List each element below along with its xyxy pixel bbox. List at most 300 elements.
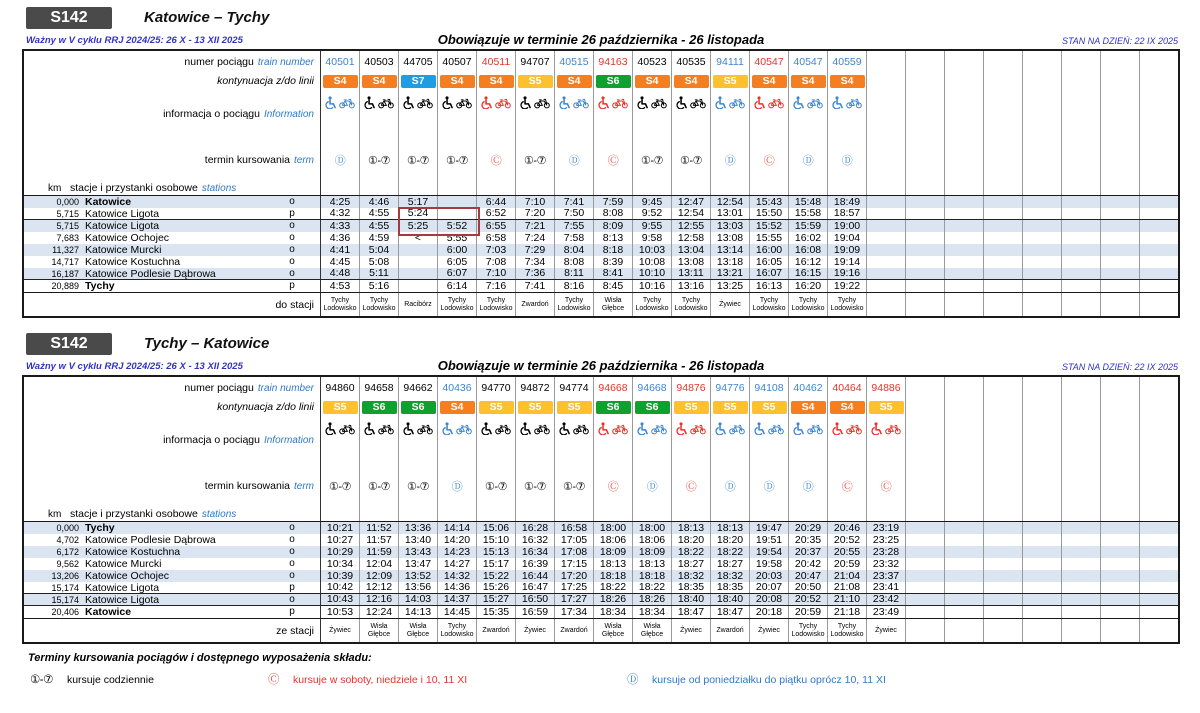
- accessibility-bike-icons: [676, 96, 706, 109]
- term-symbol-glyph: ①-⑦: [485, 480, 507, 493]
- wheelchair-icon: [403, 422, 414, 435]
- empty-cell: [866, 208, 905, 219]
- time-cell: 16:02: [788, 232, 827, 244]
- empty-cell: [944, 196, 983, 208]
- time-cell: [398, 268, 437, 279]
- time-cell: 20:50: [788, 582, 827, 593]
- time-cell: 4:55: [359, 220, 398, 232]
- arrival-departure-flag: p: [289, 280, 295, 291]
- empty-cell: [944, 232, 983, 244]
- empty-cell: [983, 232, 1022, 244]
- term-label: termin kursowania term: [204, 480, 314, 492]
- time-cell: [398, 280, 437, 292]
- station-name: Katowice Ligota: [85, 594, 160, 605]
- arrival-departure-flag: o: [289, 570, 295, 581]
- empty-cell: [320, 507, 359, 521]
- wheelchair-icon: [793, 422, 804, 435]
- empty-cell: [866, 89, 905, 139]
- empty-cell: [1022, 89, 1061, 139]
- table-subline: [22, 358, 1180, 375]
- term-symbol: [515, 139, 554, 181]
- time-cell: 12:55: [671, 220, 710, 232]
- time-cell: 18:18: [593, 570, 632, 582]
- empty-cell: [788, 507, 827, 521]
- arrival-departure-flag: p: [289, 208, 295, 219]
- bicycle-icon: [495, 97, 511, 109]
- station-km: 20,406: [51, 607, 79, 617]
- time-cell: 13:18: [710, 256, 749, 268]
- time-cell: 16:00: [749, 244, 788, 256]
- empty-cell: [983, 256, 1022, 268]
- time-cell: 15:48: [788, 196, 827, 208]
- time-cell: 19:16: [827, 268, 866, 279]
- term-symbol: [827, 139, 866, 181]
- line-badge-s7: S7: [401, 75, 436, 88]
- empty-cell: [983, 139, 1022, 181]
- empty-cell: [1022, 139, 1061, 181]
- time-cell: 4:41: [320, 244, 359, 256]
- train-info-icons: [710, 89, 749, 139]
- time-cell: 16:05: [749, 256, 788, 268]
- empty-cell: [1139, 377, 1178, 399]
- time-cell: 18:26: [632, 594, 671, 605]
- term-symbol-glyph: Ⓓ: [802, 481, 814, 493]
- station-name: Katowice Kostuchna: [85, 546, 181, 558]
- time-cell: 15:22: [476, 570, 515, 582]
- endpoint-station-row: [24, 618, 1178, 642]
- station-name: Katowice Ligota: [85, 220, 160, 232]
- wheelchair-icon: [325, 422, 336, 435]
- endpoint-station: Wisła Głębce: [398, 619, 437, 642]
- accessibility-bike-icons: [559, 96, 589, 109]
- empty-cell: [1139, 256, 1178, 268]
- train-number: 40464: [827, 377, 866, 399]
- empty-cell: [1061, 546, 1100, 558]
- station-name: Katowice Ligota: [85, 208, 160, 219]
- empty-cell: [1061, 534, 1100, 546]
- time-cell: 10:10: [632, 268, 671, 279]
- time-cell: 17:20: [554, 570, 593, 582]
- time-cell: 14:36: [437, 582, 476, 593]
- term-symbol-glyph: ①-⑦: [407, 154, 429, 167]
- time-cell: 16:15: [788, 268, 827, 279]
- train-number: 40507: [437, 51, 476, 73]
- empty-cell: [944, 268, 983, 279]
- accessibility-bike-icons: [637, 96, 667, 109]
- station-name: Katowice Ochojec: [85, 232, 170, 244]
- station-km: 5,715: [56, 221, 79, 231]
- stations-header-label: [24, 507, 320, 521]
- time-cell: 16:12: [788, 256, 827, 268]
- empty-cell: [1061, 507, 1100, 521]
- train-info-icons: [710, 415, 749, 465]
- empty-cell: [866, 280, 905, 292]
- endpoint-station: Tychy Lodowisko: [671, 293, 710, 316]
- time-cell: 19:09: [827, 244, 866, 256]
- empty-cell: [1100, 220, 1139, 232]
- time-cell: 12:09: [359, 570, 398, 582]
- line-badge-cell: [359, 73, 398, 89]
- empty-cell: [944, 208, 983, 219]
- line-badge-s5: S5: [713, 75, 748, 88]
- status-date: STAN NA DZIEŃ: 22 IX 2025: [1061, 362, 1178, 372]
- empty-cell: [1022, 51, 1061, 73]
- time-cell: 14:13: [398, 606, 437, 618]
- empty-cell: [1061, 558, 1100, 570]
- train-number-label: numer pociągu train number: [184, 56, 314, 68]
- station-name: Katowice: [85, 606, 132, 618]
- bicycle-icon: [612, 423, 628, 435]
- accessibility-bike-icons: [637, 422, 667, 435]
- station-km: 15,174: [51, 583, 79, 593]
- empty-cell: [866, 232, 905, 244]
- endpoint-station: Tychy Lodowisko: [827, 293, 866, 316]
- empty-cell: [1100, 415, 1139, 465]
- time-cell: 20:29: [788, 522, 827, 534]
- accessibility-bike-icons: [481, 96, 511, 109]
- empty-cell: [866, 51, 905, 73]
- empty-cell: [905, 244, 944, 256]
- time-cell: 7:59: [593, 196, 632, 208]
- station-name: Katowice Ligota: [85, 582, 160, 593]
- time-cell: 15:55: [749, 232, 788, 244]
- empty-cell: [944, 465, 983, 507]
- time-cell: 20:35: [788, 534, 827, 546]
- empty-cell: [905, 220, 944, 232]
- empty-cell: [1100, 232, 1139, 244]
- time-cell: 16:50: [515, 594, 554, 605]
- timetable-grid: [22, 49, 1180, 318]
- bicycle-icon: [612, 97, 628, 109]
- empty-cell: [788, 181, 827, 195]
- empty-cell: [1061, 465, 1100, 507]
- empty-cell: [632, 181, 671, 195]
- bicycle-icon: [846, 97, 862, 109]
- time-cell: 16:39: [515, 558, 554, 570]
- empty-cell: [1139, 280, 1178, 292]
- station-name: Katowice Ochojec: [85, 570, 170, 582]
- wheelchair-icon: [871, 422, 882, 435]
- train-info-icons: [749, 415, 788, 465]
- time-cell: 18:40: [671, 594, 710, 605]
- time-cell: 10:43: [320, 594, 359, 605]
- time-cell: 17:25: [554, 582, 593, 593]
- term-symbol: [515, 465, 554, 507]
- term-symbol: [398, 465, 437, 507]
- accessibility-bike-icons: [676, 422, 706, 435]
- time-cell: 18:57: [827, 208, 866, 219]
- station-km: 0,000: [56, 523, 79, 533]
- term-symbol-glyph: Ⓒ: [685, 481, 697, 493]
- empty-cell: [983, 73, 1022, 89]
- time-cell: 5:52: [437, 220, 476, 232]
- time-cell: 6:05: [437, 256, 476, 268]
- time-cell: 18:27: [671, 558, 710, 570]
- train-number: 94872: [515, 377, 554, 399]
- bicycle-icon: [339, 423, 355, 435]
- empty-cell: [905, 399, 944, 415]
- station-name: Katowice Murcki: [85, 558, 162, 570]
- time-cell: 18:09: [632, 546, 671, 558]
- legend-text: kursuje w soboty, niedziele i 10, 11 XI: [293, 674, 468, 686]
- time-cell: 7:41: [515, 280, 554, 292]
- station-km: 6,172: [56, 547, 79, 557]
- empty-cell: [1139, 181, 1178, 195]
- accessibility-bike-icons: [442, 422, 472, 435]
- line-badge-cell: [593, 73, 632, 89]
- bicycle-icon: [573, 97, 589, 109]
- time-cell: 6:52: [476, 208, 515, 219]
- time-cell: 21:04: [827, 570, 866, 582]
- empty-cell: [905, 256, 944, 268]
- term-row: [24, 465, 1178, 507]
- empty-cell: [983, 619, 1022, 642]
- train-info-icons: [671, 415, 710, 465]
- empty-cell: [983, 465, 1022, 507]
- empty-cell: [1139, 582, 1178, 593]
- empty-cell: [1100, 534, 1139, 546]
- empty-cell: [944, 606, 983, 618]
- time-cell: 13:21: [710, 268, 749, 279]
- train-info-icons: [554, 89, 593, 139]
- empty-cell: [866, 139, 905, 181]
- empty-cell: [398, 507, 437, 521]
- empty-cell: [1100, 594, 1139, 605]
- train-info-icons: [827, 415, 866, 465]
- time-cell: 7:36: [515, 268, 554, 279]
- empty-cell: [1022, 244, 1061, 256]
- station-km: 16,187: [51, 269, 79, 279]
- empty-cell: [1061, 244, 1100, 256]
- time-cell: 23:32: [866, 558, 905, 570]
- term-label: termin kursowania term: [204, 154, 314, 166]
- empty-cell: [905, 268, 944, 279]
- line-badge-cell: [515, 399, 554, 415]
- empty-cell: [1022, 582, 1061, 593]
- train-number: 94707: [515, 51, 554, 73]
- time-cell: 5:16: [359, 280, 398, 292]
- arrival-departure-flag: o: [289, 196, 295, 207]
- time-cell: 18:22: [671, 546, 710, 558]
- arrival-departure-flag: o: [289, 232, 295, 243]
- empty-cell: [944, 293, 983, 316]
- line-badge-cell: [632, 399, 671, 415]
- empty-cell: [944, 377, 983, 399]
- empty-cell: [944, 280, 983, 292]
- endpoint-station: Tychy Lodowisko: [632, 293, 671, 316]
- empty-cell: [905, 465, 944, 507]
- time-cell: 14:27: [437, 558, 476, 570]
- table-header: [22, 332, 1180, 358]
- empty-cell: [1061, 522, 1100, 534]
- time-cell: 5:11: [359, 268, 398, 279]
- train-number-row: [24, 51, 1178, 73]
- term-symbol: [593, 465, 632, 507]
- empty-cell: [944, 522, 983, 534]
- term-symbol-glyph: ①-⑦: [446, 154, 468, 167]
- empty-cell: [866, 256, 905, 268]
- line-badge-s4: S4: [674, 75, 709, 88]
- time-cell: 18:22: [593, 582, 632, 593]
- line-badge-s4: S4: [440, 401, 475, 414]
- line-badge-s4: S4: [830, 75, 865, 88]
- time-cell: 15:58: [788, 208, 827, 219]
- term-symbol: [632, 465, 671, 507]
- bicycle-icon: [846, 423, 862, 435]
- period-note: Obowiązuje w terminie 26 października - 26 listopada: [437, 32, 765, 47]
- empty-cell: [1139, 507, 1178, 521]
- line-badge-s5: S5: [713, 401, 748, 414]
- time-cell: 8:04: [554, 244, 593, 256]
- time-cell: 8:39: [593, 256, 632, 268]
- endpoint-station: Żywiec: [671, 619, 710, 642]
- time-cell: 19:51: [749, 534, 788, 546]
- time-cell: 18:22: [632, 582, 671, 593]
- c-symbol: Ⓒ: [268, 674, 279, 686]
- time-cell: 14:03: [398, 594, 437, 605]
- validity-note: Ważny w V cyklu RRJ 2024/25: 26 X - 13 XII 2025: [26, 35, 243, 46]
- time-cell: 20:07: [749, 582, 788, 593]
- wheelchair-icon: [364, 422, 375, 435]
- accessibility-bike-icons: [364, 96, 394, 109]
- empty-cell: [359, 181, 398, 195]
- wheelchair-icon: [754, 96, 765, 109]
- term-symbol: [710, 139, 749, 181]
- line-badge-s5: S5: [869, 401, 904, 414]
- line-badge-s6: S6: [596, 75, 631, 88]
- legend-item-daily: [30, 670, 154, 688]
- train-number: 94886: [866, 377, 905, 399]
- empty-cell: [710, 507, 749, 521]
- bicycle-icon: [729, 423, 745, 435]
- bicycle-icon: [534, 423, 550, 435]
- arrival-departure-flag: o: [289, 594, 295, 605]
- arrival-departure-flag: o: [289, 546, 295, 557]
- empty-cell: [944, 181, 983, 195]
- empty-cell: [983, 594, 1022, 605]
- train-number: 40523: [632, 51, 671, 73]
- time-cell: 10:42: [320, 582, 359, 593]
- line-badge-s4: S4: [479, 75, 514, 88]
- empty-cell: [554, 181, 593, 195]
- empty-cell: [398, 181, 437, 195]
- empty-cell: [905, 181, 944, 195]
- endpoint-station: Wisła Głębce: [593, 293, 632, 316]
- time-cell: 18:35: [710, 582, 749, 593]
- empty-cell: [437, 181, 476, 195]
- empty-cell: [1022, 415, 1061, 465]
- time-cell: 7:10: [515, 196, 554, 208]
- line-badge-s5: S5: [557, 401, 592, 414]
- line-badge-s4: S4: [635, 75, 670, 88]
- time-cell: 6:07: [437, 268, 476, 279]
- table-header: [22, 6, 1180, 32]
- empty-cell: [1100, 570, 1139, 582]
- time-cell: 18:09: [593, 546, 632, 558]
- empty-cell: [944, 619, 983, 642]
- empty-cell: [905, 507, 944, 521]
- station-row: [24, 244, 1178, 256]
- time-cell: 7:29: [515, 244, 554, 256]
- train-info-icons: [554, 415, 593, 465]
- term-symbol: [671, 465, 710, 507]
- line-badge-cell: [515, 73, 554, 89]
- time-cell: 23:42: [866, 594, 905, 605]
- time-cell: 18:13: [593, 558, 632, 570]
- time-cell: 18:49: [827, 196, 866, 208]
- time-cell: 20:46: [827, 522, 866, 534]
- term-symbol-glyph: ①-⑦: [680, 154, 702, 167]
- empty-cell: [1100, 139, 1139, 181]
- empty-cell: [1100, 619, 1139, 642]
- wheelchair-icon: [559, 96, 570, 109]
- endpoint-station: Zwardoń: [515, 293, 554, 316]
- time-cell: 20:55: [827, 546, 866, 558]
- time-cell: 17:15: [554, 558, 593, 570]
- empty-cell: [983, 582, 1022, 593]
- train-info-icons: [320, 415, 359, 465]
- term-symbol-glyph: ①-⑦: [407, 480, 429, 493]
- time-cell: 5:55: [437, 232, 476, 244]
- time-cell: 7:21: [515, 220, 554, 232]
- empty-cell: [1061, 139, 1100, 181]
- empty-cell: [866, 73, 905, 89]
- empty-cell: [1022, 399, 1061, 415]
- arrival-departure-flag: o: [289, 534, 295, 545]
- time-cell: 15:35: [476, 606, 515, 618]
- time-cell: 18:20: [710, 534, 749, 546]
- time-cell: 18:22: [710, 546, 749, 558]
- wheelchair-icon: [442, 96, 453, 109]
- line-badge-s6: S6: [635, 401, 670, 414]
- empty-cell: [905, 606, 944, 618]
- train-info-icons: [632, 415, 671, 465]
- empty-cell: [983, 280, 1022, 292]
- time-cell: 6:14: [437, 280, 476, 292]
- time-cell: 7:58: [554, 232, 593, 244]
- time-cell: 20:08: [749, 594, 788, 605]
- time-cell: 16:20: [788, 280, 827, 292]
- train-number-row: [24, 377, 1178, 399]
- bicycle-icon: [378, 423, 394, 435]
- empty-cell: [944, 534, 983, 546]
- arrival-departure-flag: p: [289, 582, 295, 593]
- empty-cell: [1139, 208, 1178, 219]
- time-cell: 7:20: [515, 208, 554, 219]
- line-badge-cell: [788, 399, 827, 415]
- bicycle-icon: [651, 97, 667, 109]
- time-cell: 20:42: [788, 558, 827, 570]
- train-number-label: numer pociągu train number: [184, 382, 314, 394]
- line-badge-s4: S4: [440, 75, 475, 88]
- time-cell: 18:47: [710, 606, 749, 618]
- bicycle-icon: [651, 423, 667, 435]
- empty-cell: [983, 268, 1022, 279]
- empty-cell: [1139, 232, 1178, 244]
- time-cell: 18:00: [632, 522, 671, 534]
- time-cell: 8:11: [554, 268, 593, 279]
- line-badge-s5: S5: [479, 401, 514, 414]
- empty-cell: [866, 268, 905, 279]
- empty-cell: [1100, 196, 1139, 208]
- time-cell: 18:18: [632, 570, 671, 582]
- empty-cell: [1100, 89, 1139, 139]
- wheelchair-icon: [403, 96, 414, 109]
- time-cell: 13:11: [671, 268, 710, 279]
- empty-cell: [944, 415, 983, 465]
- time-cell: <: [398, 232, 437, 244]
- km-header: km: [48, 183, 62, 194]
